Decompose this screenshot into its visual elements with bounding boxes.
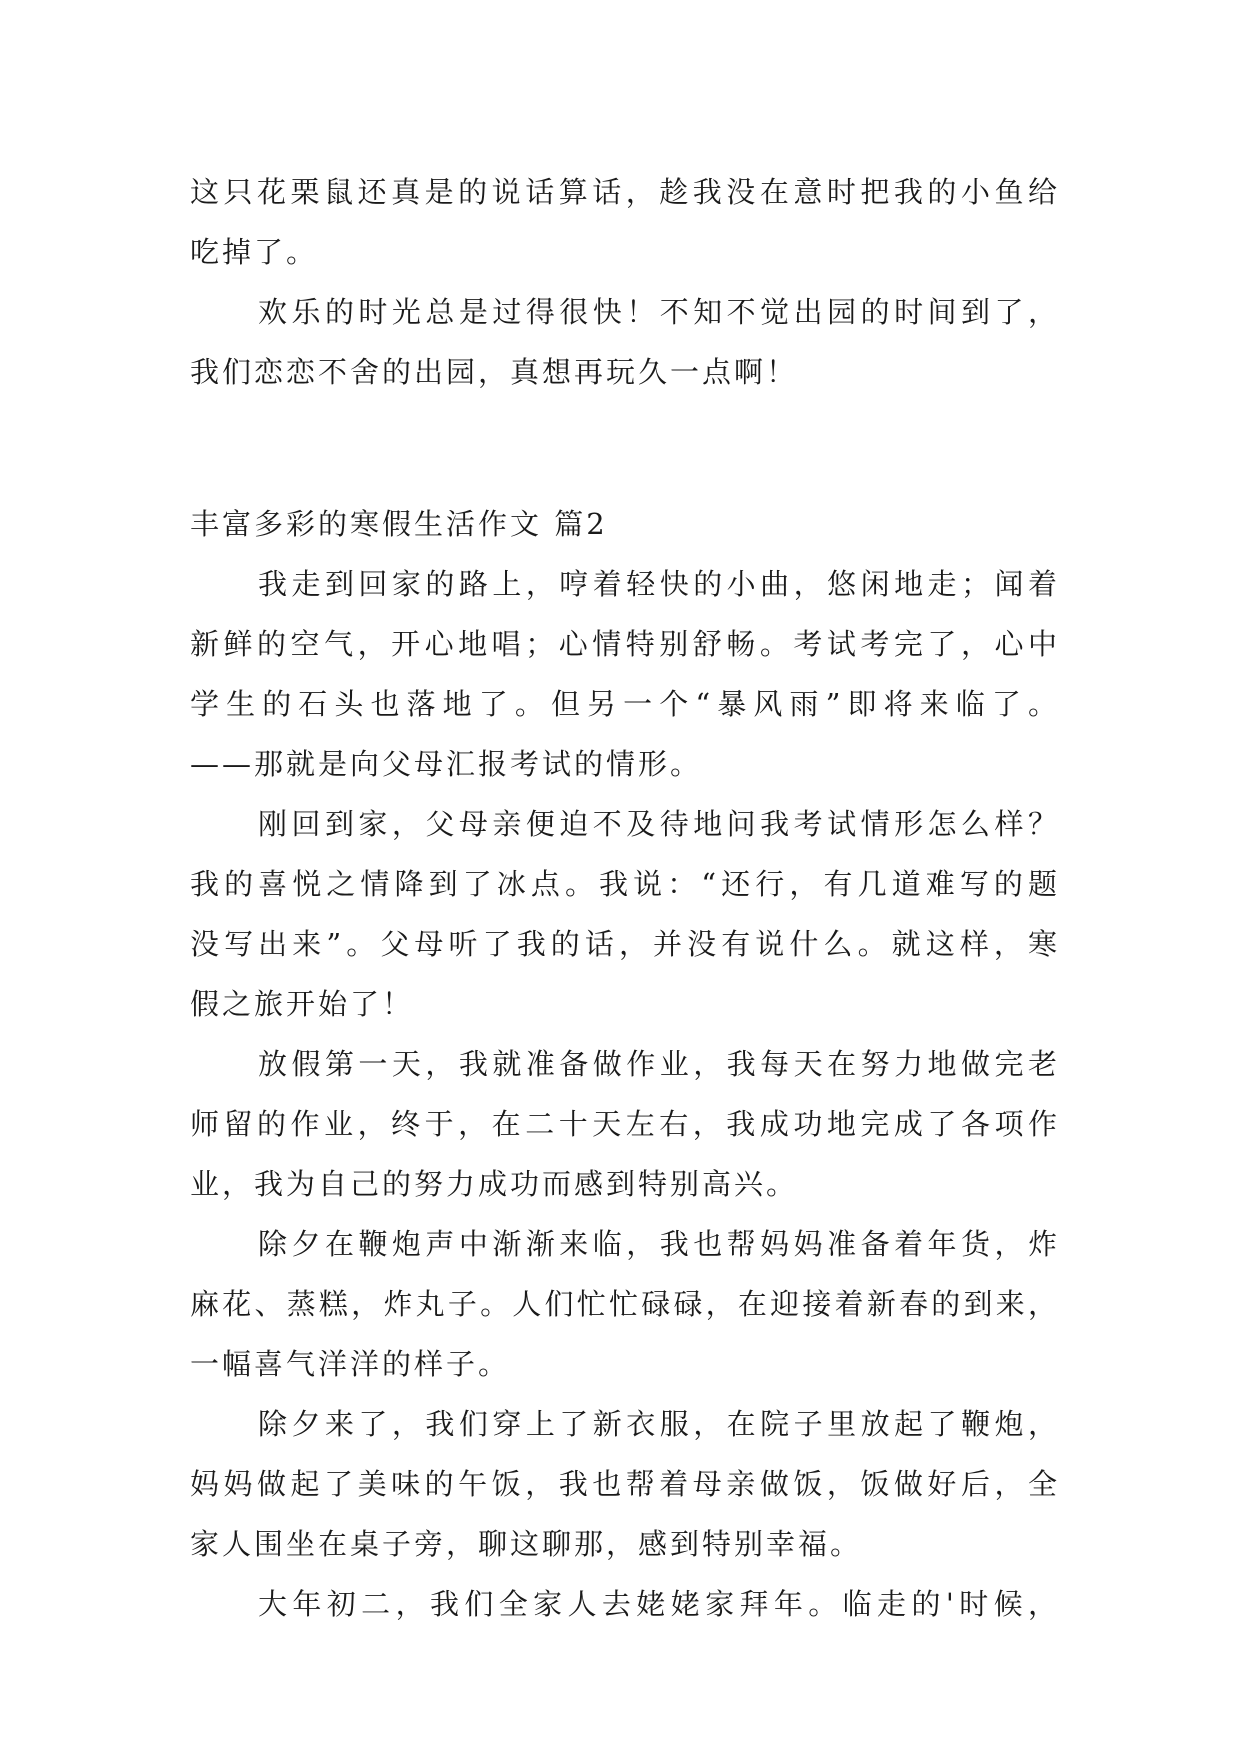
document-body [190,162,1060,1634]
text-line: 吃掉了。 [190,235,319,269]
section-heading: 丰富多彩的寒假生活作文 篇2 [190,507,608,541]
paragraph [190,1394,1060,1574]
paragraph [190,1034,1060,1214]
text-line: 新鲜的空气，开心地唱；心情特别舒畅。考试考完了，心中 [190,627,1060,661]
text-line: ——那就是向父母汇报考试的情形。 [190,747,703,781]
text-line: 放假第一天，我就准备做作业，我每天在努力地做完老 [258,1047,1060,1081]
paragraph [190,794,1060,1034]
text-line: 大年初二，我们全家人去姥姥家拜年。临走的'时候， [258,1587,1060,1621]
text-line: 麻花、蒸糕，炸丸子。人们忙忙碌碌，在迎接着新春的到来， [190,1287,1060,1321]
text-line: 除夕在鞭炮声中渐渐来临，我也帮妈妈准备着年货，炸 [258,1227,1060,1261]
section-gap [190,402,1060,494]
text-line: 刚回到家，父母亲便迫不及待地问我考试情形怎么样？ [258,807,1060,841]
paragraph [190,1574,1060,1634]
paragraph [190,554,1060,794]
text-line: 我走到回家的路上，哼着轻快的小曲，悠闲地走；闻着 [258,567,1060,601]
text-line: 除夕来了，我们穿上了新衣服，在院子里放起了鞭炮， [258,1407,1060,1441]
text-line: 假之旅开始了！ [190,987,415,1021]
text-line: 家人围坐在桌子旁，聊这聊那，感到特别幸福。 [190,1527,863,1561]
text-line: 妈妈做起了美味的午饭，我也帮着母亲做饭，饭做好后，全 [190,1467,1060,1501]
text-line: 业，我为自己的努力成功而感到特别高兴。 [190,1167,799,1201]
paragraph [190,1214,1060,1394]
text-line: 欢乐的时光总是过得很快！不知不觉出园的时间到了， [258,295,1060,329]
paragraph [190,162,1060,282]
text-line: 这只花栗鼠还真是的说话算话，趁我没在意时把我的小鱼给 [190,175,1060,209]
text-line: 我的喜悦之情降到了冰点。我说：“还行，有几道难写的题 [190,867,1060,901]
paragraph [190,282,1060,402]
text-line: 没写出来”。父母听了我的话，并没有说什么。就这样，寒 [190,927,1060,961]
text-line: 师留的作业，终于，在二十天左右，我成功地完成了各项作 [190,1107,1060,1141]
text-line: 学生的石头也落地了。但另一个“暴风雨”即将来临了。 [190,687,1060,721]
text-line: 一幅喜气洋洋的样子。 [190,1347,511,1381]
text-line: 我们恋恋不舍的出园，真想再玩久一点啊！ [190,355,799,389]
